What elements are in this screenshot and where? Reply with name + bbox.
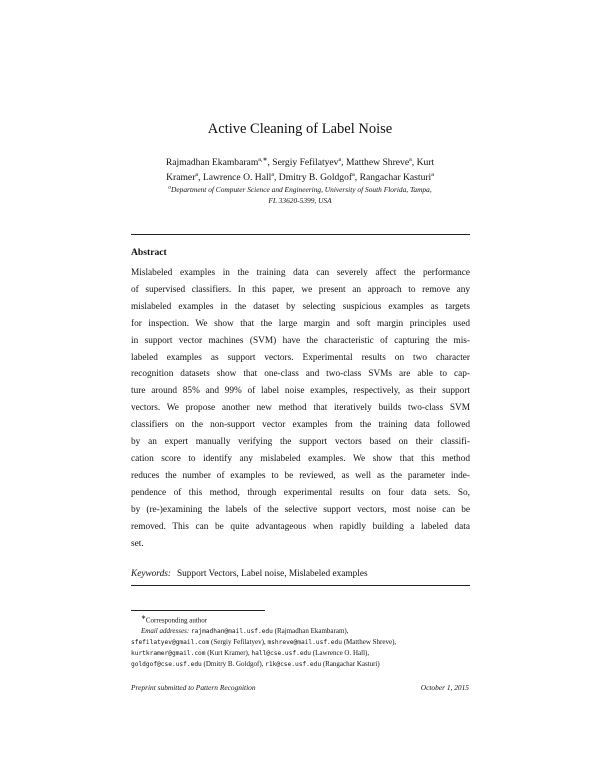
abstract-line: for inspection. We show that the large margin and soft margin principles used [131, 318, 470, 329]
email-footnote-line [131, 659, 470, 670]
abstract-line: vectors. We propose another new method that iteratively builds two-class SVM [131, 403, 470, 414]
author-sup: a [271, 171, 274, 178]
email-owner: (Sergiy Fefilatyev), [210, 637, 266, 646]
author-name: Kurt [416, 157, 435, 168]
email-address: sfefilatyev@gmail.com [131, 638, 210, 646]
author-sup: a [431, 171, 434, 178]
abstract-line: pendence of this method, through experimental results on four data sets. So, [131, 487, 470, 498]
abstract-line: in support vector machines (SVM) have the characteristic of capturing the mis- [131, 335, 470, 346]
author-name: Dmitry B. Goldgof [278, 172, 353, 183]
corresponding-footnote: ∗Corresponding author [141, 615, 208, 625]
affiliation-sup: a [168, 184, 172, 191]
keywords-label: Keywords: [131, 569, 171, 579]
email-owner: (Dmitry B. Goldgof), [203, 660, 264, 669]
email-footnote-line [131, 648, 470, 659]
keywords-value: Support Vectors, Label noise, Mislabeled examples [176, 569, 368, 579]
email-address: kurtkramer@gmail.com [131, 649, 206, 657]
author-line-2: Kramer$^a$, Lawrence O. Hall$^a$, Dmitry B. Goldgof$^a$, Rangachar Kasturi$^a$ [166, 171, 434, 183]
author-sup: a [338, 156, 342, 163]
affiliation [130, 184, 470, 206]
email-address: hall@cse.usf.edu [251, 649, 311, 657]
email-owner: (Rangachar Kasturi) [322, 660, 380, 669]
abstract-line: recognition datasets show that one-class and two-class SVMs are able to cap- [131, 369, 470, 380]
footnote-rule [131, 610, 265, 611]
author-sup: a [195, 171, 199, 178]
author-name: Rangachar Kasturi [359, 172, 432, 183]
author-name: Rajmadhan Ekambaram [165, 157, 259, 168]
footer-date: October 1, 2015 [420, 683, 469, 692]
abstract-body [131, 265, 470, 552]
abstract-line: by (re-)examining the labels of the selective support vectors, most noise can be [131, 504, 470, 515]
abstract-line: reduces the number of examples to be reviewed, as well as the parameter inde- [131, 470, 470, 481]
author-name: Kramer [166, 172, 196, 183]
footer-preprint: Preprint submitted to Pattern Recognition [131, 683, 256, 692]
affiliation-line-1: $^a$Department of Computer Science and Engineering, University of South Florida, Tampa, [168, 184, 432, 194]
abstract-line: of supervised classifiers. In this paper, we present an approach to remove any [131, 284, 470, 295]
abstract-bottom-rule [131, 585, 470, 586]
abstract-line: ture around 85% and 99% of label noise examples, respectively, as their support [131, 386, 470, 397]
email-owner: (Lawrence O. Hall), [312, 648, 370, 657]
affiliation-line-2: FL 33620-5399, USA [268, 196, 332, 205]
author-sup: a,∗ [258, 156, 268, 163]
abstract-line: cation score to identify any mislabeled examples. We show that this method [131, 453, 470, 464]
footnotes [131, 613, 470, 670]
paper-title: Active Cleaning of Label Noise [207, 121, 393, 137]
email-label: Email addresses: [141, 626, 190, 635]
author-list [130, 155, 470, 185]
abstract-line: Mislabeled examples in the training data can severely affect the performance [131, 268, 470, 278]
email-owner: (Rajmadhan Ekambaram), [274, 626, 349, 635]
keywords [131, 569, 470, 579]
author-sup: a [352, 171, 355, 178]
abstract-line: removed. This can be quite advantageous when rapidly building a labeled data [131, 521, 470, 532]
email-address: r1k@cse.usf.edu [265, 661, 322, 669]
abstract-line: set. [131, 538, 144, 549]
author-line-1: Rajmadhan Ekambaram$^{a,∗}$, Sergiy Fefilatyev$^a$, Matthew Shreve$^a$, Kurt [165, 156, 435, 168]
abstract-line: classifiers on the non-support vector examples from the training data followed [131, 420, 470, 431]
abstract-heading: Abstract [131, 247, 167, 258]
abstract-top-rule [131, 234, 470, 235]
email-address: rajmadhan@mail.usf.edu [190, 627, 273, 635]
email-footnote [131, 626, 470, 637]
author-name: Matthew Shreve [345, 157, 410, 168]
email-owner: (Kurt Kramer), [207, 648, 250, 657]
email-footnote-line [131, 637, 470, 648]
email-owner: (Matthew Shreve), [343, 637, 397, 646]
author-sup: a [409, 156, 412, 163]
abstract-line: by an expert manually verifying the support vectors based on their classifi- [131, 437, 470, 448]
author-name: Sergiy Fefilatyev [272, 157, 339, 168]
author-name: Lawrence O. Hall [202, 172, 272, 183]
email-address: mshreve@mail.usf.edu [267, 638, 342, 646]
email-address: goldgof@cse.usf.edu [131, 661, 202, 669]
abstract-line: labeled examples as support vectors. Experimental results on two character [131, 352, 470, 363]
abstract-line: mislabeled examples in the dataset by selecting suspicious examples as targets [131, 301, 470, 312]
